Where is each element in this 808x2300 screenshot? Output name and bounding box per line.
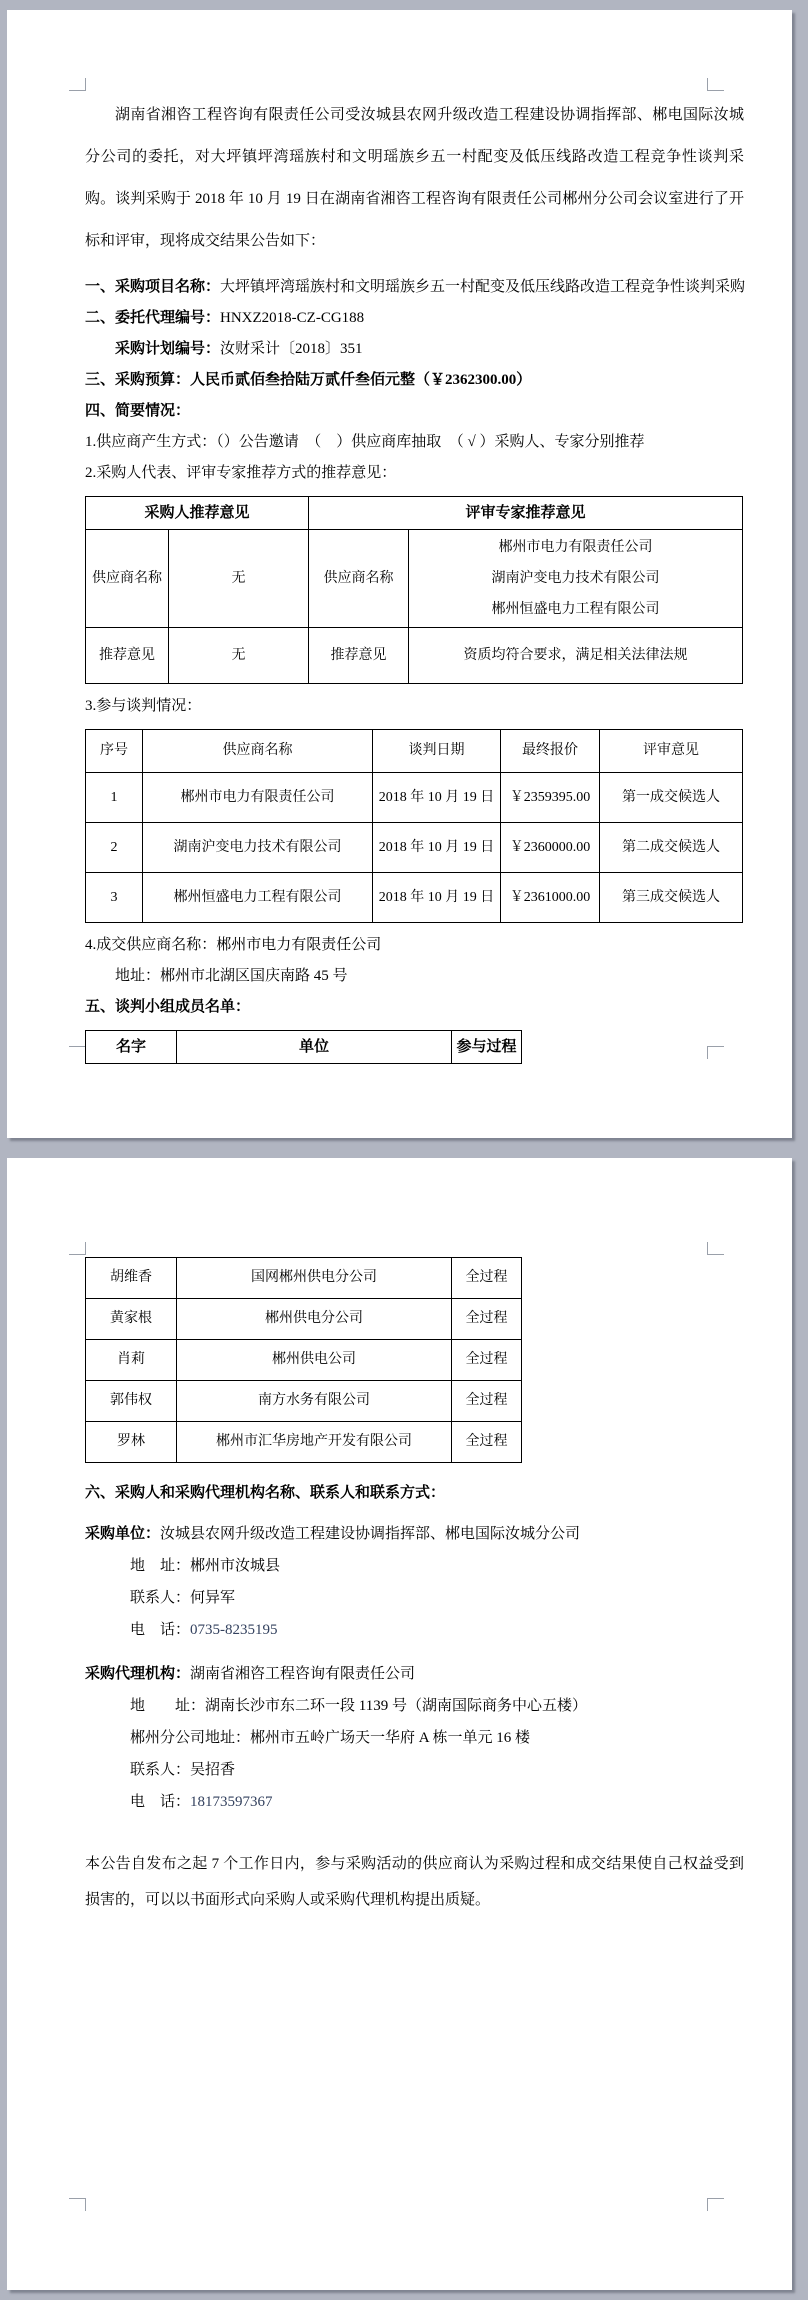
supplier-line-1: 郴州市电力有限责任公司	[498, 540, 653, 555]
section-project-name-value: 大坪镇坪湾瑶族村和文明瑶族乡五一村配变及低压线路改造工程竞争性谈判采购	[220, 279, 746, 295]
col-header-date: 谈判日期	[373, 730, 501, 773]
section-panel-list	[85, 992, 744, 1023]
agency-address-label: 地 址：	[130, 1698, 206, 1714]
section-project-name	[85, 272, 744, 303]
col-header-participation: 参与过程	[452, 1031, 522, 1064]
supplier-line-3: 郴州恒盛电力工程有限公司	[491, 602, 660, 617]
section-budget	[85, 365, 744, 396]
panel-table-rows	[85, 1257, 522, 1463]
cell-opinion-label2: 推荐意见	[309, 628, 409, 684]
purchaser-contact-label: 联系人：	[130, 1590, 191, 1606]
agency-branch-label: 郴州分公司地址：	[130, 1730, 251, 1746]
cell-supplier: 郴州市电力有限责任公司	[143, 773, 373, 823]
panel-table-header	[85, 1030, 522, 1064]
col-header-price: 最终报价	[501, 730, 600, 773]
cell-supplier-name-label2: 供应商名称	[309, 530, 409, 628]
cell-member-participation: 全过程	[452, 1340, 522, 1381]
cell-review: 第三成交候选人	[600, 873, 743, 923]
table-row	[86, 1299, 522, 1340]
section-brief	[85, 396, 744, 427]
table-row	[86, 1422, 522, 1463]
cell-supplier-name-none: 无	[169, 530, 309, 628]
page-1-content	[7, 10, 792, 1064]
agency-contact-line	[85, 1754, 744, 1786]
col-header-supplier: 供应商名称	[143, 730, 373, 773]
cell-price: ￥2359395.00	[501, 773, 600, 823]
crop-mark-bottom-left	[69, 2198, 86, 2211]
cell-member-participation: 全过程	[452, 1258, 522, 1299]
section-agency-number	[85, 303, 744, 334]
purchaser-address: 郴州市汝城县	[190, 1558, 281, 1574]
cell-member-participation: 全过程	[452, 1422, 522, 1463]
agency-name: 湖南省湘咨工程咨询有限责任公司	[190, 1666, 416, 1682]
cell-member-participation: 全过程	[452, 1381, 522, 1422]
bullet-winner-label: 4.成交供应商名称：	[85, 937, 217, 953]
col-header-review: 评审意见	[600, 730, 743, 773]
cell-member-unit: 国网郴州供电分公司	[177, 1258, 452, 1299]
winner-address: 地址：郴州市北湖区国庆南路 45 号	[115, 968, 348, 984]
table-row	[86, 530, 743, 628]
bullet-winner	[85, 930, 744, 961]
cell-supplier: 郴州恒盛电力工程有限公司	[143, 873, 373, 923]
cell-date: 2018 年 10 月 19 日	[373, 773, 501, 823]
purchaser-block	[85, 1518, 744, 1646]
agency-block	[85, 1658, 744, 1818]
agency-phone-line	[85, 1786, 744, 1818]
section-plan-number-label: 采购计划编号：	[115, 341, 221, 357]
cell-opinion-none: 无	[169, 628, 309, 684]
agency-address: 湖南长沙市东二环一段 1139 号（湖南国际商务中心五楼）	[205, 1698, 587, 1714]
page-2	[7, 1158, 792, 2290]
purchaser-contact-line	[85, 1582, 744, 1614]
section-agency-number-label: 二、委托代理编号：	[85, 310, 221, 326]
agency-branch-address: 郴州市五岭广场天一华府 A 栋一单元 16 楼	[250, 1730, 531, 1746]
section-contacts: 六、采购人和采购代理机构名称、联系人和联系方式：	[85, 1485, 446, 1501]
cell-opinion-value: 资质均符合要求，满足相关法律法规	[409, 628, 743, 684]
section-brief-label: 四、简要情况：	[85, 403, 191, 419]
table-row	[86, 823, 743, 873]
purchaser-contact: 何异军	[190, 1590, 236, 1606]
recommend-table-header-row	[86, 497, 743, 530]
purchaser-address-label: 地 址：	[130, 1558, 191, 1574]
cell-member-name: 罗林	[86, 1422, 177, 1463]
negotiation-table-header-row	[86, 730, 743, 773]
cell-review: 第二成交候选人	[600, 823, 743, 873]
crop-mark-bottom-right	[707, 2198, 724, 2211]
section-budget-value: 人民币贰佰叁拾陆万贰仟叁佰元整（￥2362300.00）	[190, 372, 532, 388]
purchaser-phone: 0735-8235195	[190, 1622, 278, 1638]
purchaser-address-line	[85, 1550, 744, 1582]
agency-contact: 吴招香	[190, 1762, 236, 1778]
purchaser-name-line	[85, 1518, 744, 1550]
agency-contact-label: 联系人：	[130, 1762, 191, 1778]
purchaser-name: 汝城县农网升级改造工程建设协调指挥部、郴电国际汝城分公司	[160, 1526, 581, 1542]
section-plan-number-value: 汝财采计〔2018〕351	[220, 341, 363, 357]
agency-label: 采购代理机构：	[85, 1666, 191, 1682]
cell-opinion-label: 推荐意见	[86, 628, 169, 684]
cell-price: ￥2360000.00	[501, 823, 600, 873]
section-budget-label: 三、采购预算：	[85, 372, 191, 388]
cell-supplier-name-label: 供应商名称	[86, 530, 169, 628]
table-row	[86, 1258, 522, 1299]
agency-phone: 18173597367	[190, 1794, 273, 1810]
table-row	[86, 628, 743, 684]
agency-name-line	[85, 1658, 744, 1690]
cell-member-unit: 郴州供电公司	[177, 1340, 452, 1381]
closing-paragraph: 本公告自发布之起 7 个工作日内，参与采购活动的供应商认为采购过程和成交结果使自己权益受到损害的，可以以书面形式向采购人或采购代理机构提出质疑。	[85, 1856, 744, 1908]
cell-member-participation: 全过程	[452, 1299, 522, 1340]
purchaser-phone-line	[85, 1614, 744, 1646]
section-agency-number-value: HNXZ2018-CZ-CG188	[220, 310, 365, 326]
cell-member-unit: 南方水务有限公司	[177, 1381, 452, 1422]
cell-member-unit: 郴州市汇华房地产开发有限公司	[177, 1422, 452, 1463]
cell-seq: 3	[86, 873, 143, 923]
negotiation-table	[85, 729, 743, 923]
panel-table-header-row	[86, 1031, 522, 1064]
supplier-line-2: 湖南沪变电力技术有限公司	[491, 571, 660, 586]
intro-paragraph: 湖南省湘咨工程咨询有限责任公司受汝城县农网升级改造工程建设协调指挥部、郴电国际汝城分公司的委托，对大坪镇坪湾瑶族村和文明瑶族乡五一村配变及低压线路改造工程竞争性谈判采 购。谈判采购于 2018 年 10 月 19 日在湖南省湘咨工程咨询有限责任公司郴州分公司会议室进行了开标和评审，现将成交结果公告如下：	[85, 107, 760, 249]
bullet-recommend-opinion: 2.采购人代表、评审专家推荐方式的推荐意见：	[85, 465, 397, 481]
table-row	[86, 1381, 522, 1422]
bullet-winner-value: 郴州市电力有限责任公司	[216, 937, 382, 953]
col-header-name: 名字	[86, 1031, 177, 1064]
cell-price: ￥2361000.00	[501, 873, 600, 923]
recommend-header-experts: 评审专家推荐意见	[309, 497, 743, 530]
cell-review: 第一成交候选人	[600, 773, 743, 823]
cell-member-name: 肖莉	[86, 1340, 177, 1381]
table-row	[86, 773, 743, 823]
page-2-content	[7, 1158, 792, 1918]
cell-date: 2018 年 10 月 19 日	[373, 873, 501, 923]
purchaser-phone-label: 电 话：	[130, 1622, 191, 1638]
cell-seq: 1	[86, 773, 143, 823]
cell-member-name: 胡维香	[86, 1258, 177, 1299]
section-panel-list-label: 五、谈判小组成员名单：	[85, 999, 251, 1015]
table-row	[86, 1340, 522, 1381]
bullet-negotiation: 3.参与谈判情况：	[85, 698, 202, 714]
cell-supplier-list	[409, 530, 743, 628]
recommend-header-purchaser: 采购人推荐意见	[86, 497, 309, 530]
cell-seq: 2	[86, 823, 143, 873]
cell-supplier: 湖南沪变电力技术有限公司	[143, 823, 373, 873]
col-header-seq: 序号	[86, 730, 143, 773]
section-project-name-label: 一、采购项目名称：	[85, 279, 221, 295]
section-plan-number	[85, 334, 744, 365]
bullet-supplier-method: 1.供应商产生方式：（）公告邀请 （ ）供应商库抽取 （ √ ）采购人、专家分别推荐	[85, 434, 645, 450]
cell-member-name: 郭伟权	[86, 1381, 177, 1422]
col-header-unit: 单位	[177, 1031, 452, 1064]
cell-member-unit: 郴州供电分公司	[177, 1299, 452, 1340]
page-1	[7, 10, 792, 1138]
table-row	[86, 873, 743, 923]
cell-member-name: 黄家根	[86, 1299, 177, 1340]
purchaser-label: 采购单位：	[85, 1526, 161, 1542]
recommend-table	[85, 496, 743, 684]
agency-phone-label: 电 话：	[130, 1794, 191, 1810]
cell-date: 2018 年 10 月 19 日	[373, 823, 501, 873]
agency-address-line	[85, 1690, 744, 1722]
agency-branch-line	[85, 1722, 744, 1754]
